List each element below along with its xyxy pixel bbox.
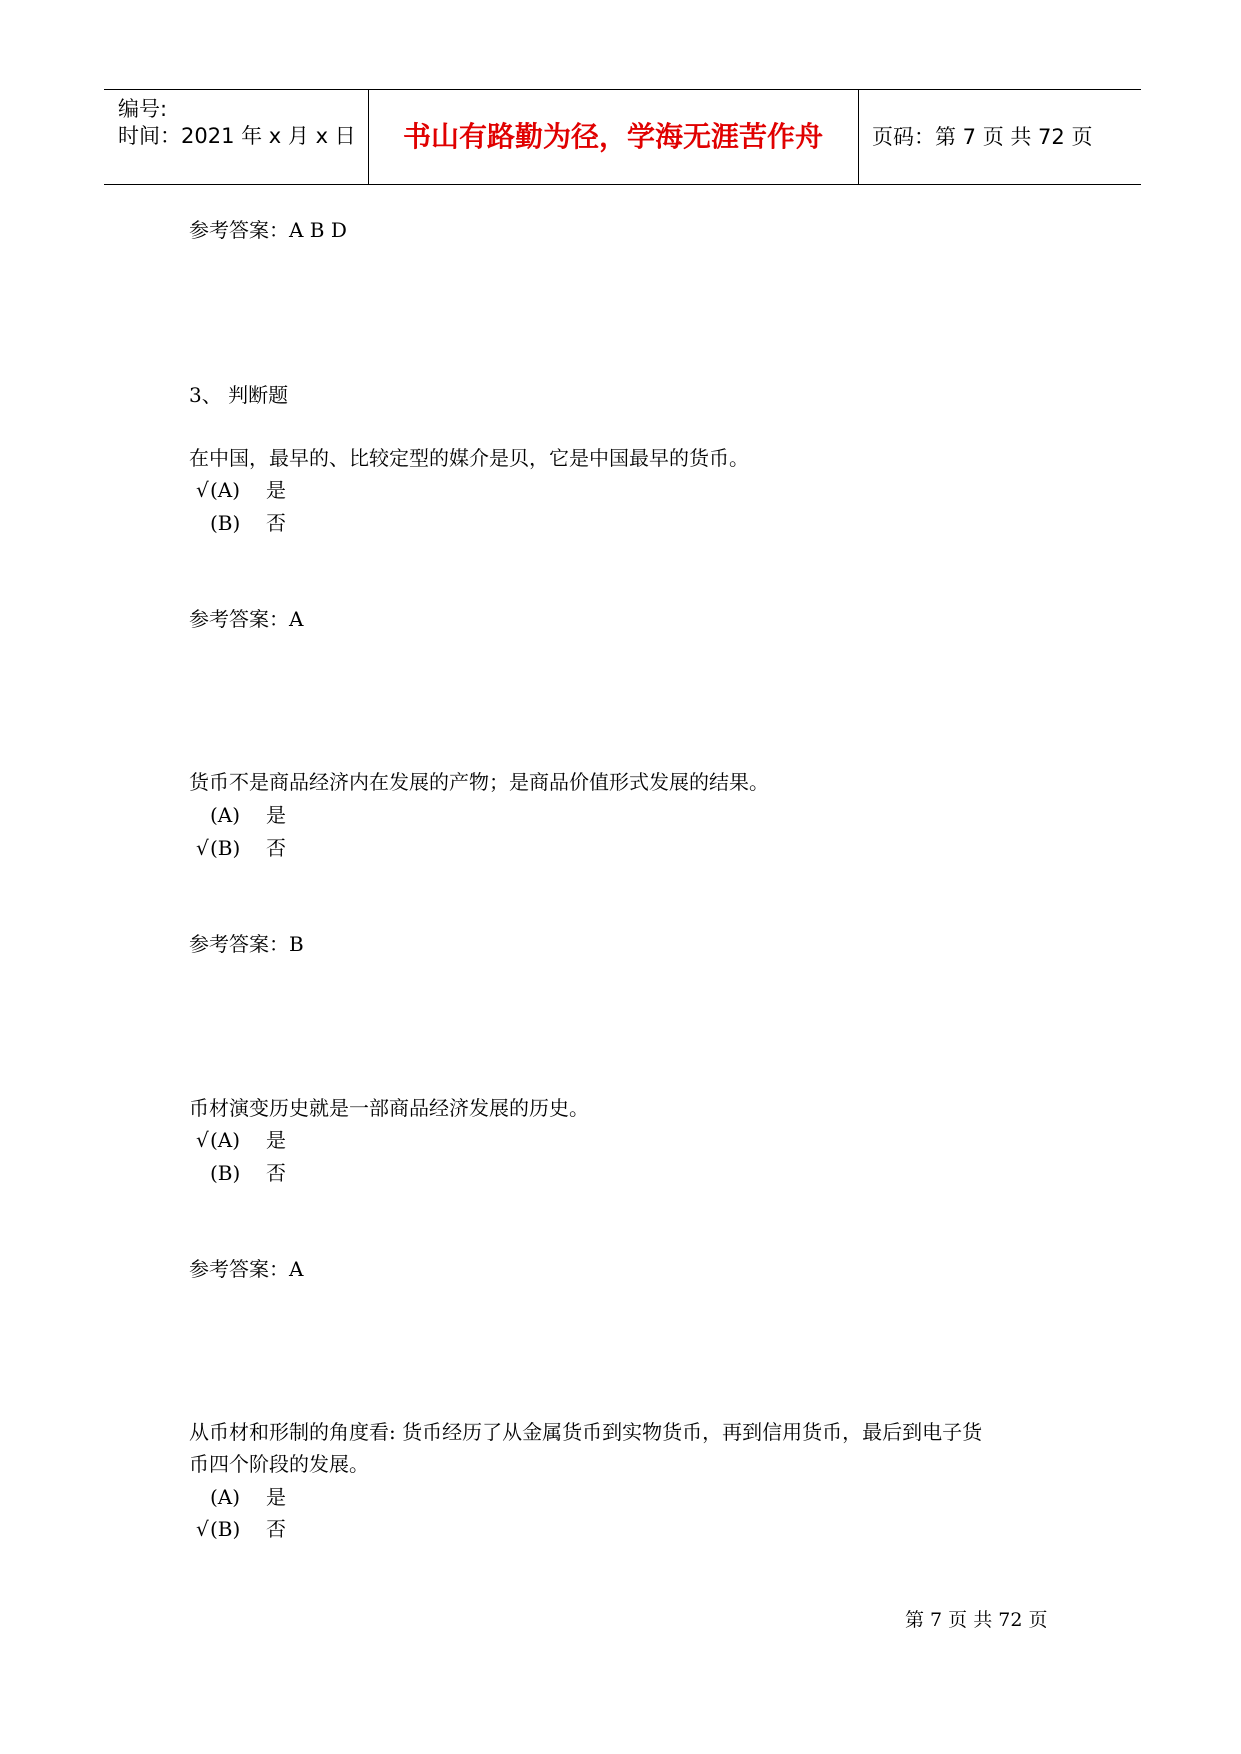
check-mark: √ [196,1128,209,1152]
option-text: 否 [266,511,286,535]
option-label: (B) [210,1161,241,1185]
option-b [196,507,286,536]
question-text: 币材演变历史就是一部商品经济发展的历史。 [189,1096,589,1120]
page-footer: 第 7 页 共 72 页 [905,1609,1048,1631]
answer: 参考答案：B [189,932,304,956]
option-text: 是 [266,1128,286,1152]
answer-prev: 参考答案：A B D [189,218,347,242]
question-text-line2: 币四个阶段的发展。 [189,1452,369,1476]
option-label: (B) [210,511,241,535]
option-label: (A) [210,1485,241,1509]
option-b [196,1513,286,1542]
check-mark: √ [196,836,209,860]
option-label: (B) [210,1517,241,1541]
option-a [196,799,286,828]
option-b [196,832,286,861]
motto: 书山有路勤为径，学海无涯苦作舟 [368,90,859,184]
header-info-cell [104,90,369,184]
option-label: (A) [210,803,241,827]
document-header [104,89,1141,185]
answer: 参考答案：A [189,1257,304,1281]
check-mark: √ [196,1517,209,1541]
option-label: (A) [210,478,241,502]
question-text: 在中国，最早的、比较定型的媒介是贝，它是中国最早的货币。 [189,446,749,470]
option-a [196,1481,286,1510]
answer: 参考答案：A [189,607,304,631]
header-page-label: 页码：第 7 页 共 72 页 [872,125,1093,149]
check-mark: √ [196,478,209,502]
option-label: (B) [210,836,241,860]
option-text: 是 [266,1485,286,1509]
option-b [196,1157,286,1186]
question-text-line1: 从币材和形制的角度看: 货币经历了从金属货币到实物货币，再到信用货币，最后到电子货 [189,1420,983,1444]
option-text: 是 [266,803,286,827]
option-text: 否 [266,836,286,860]
option-text: 是 [266,478,286,502]
time-label: 时间：2021 年 x 月 x 日 [118,124,356,148]
option-text: 否 [266,1517,286,1541]
option-a [196,474,286,503]
option-label: (A) [210,1128,241,1152]
option-a [196,1124,286,1153]
option-text: 否 [266,1161,286,1185]
number-label: 编号: [118,97,168,121]
section-title: 3、 判断题 [189,383,289,407]
question-text: 货币不是商品经济内在发展的产物；是商品价值形式发展的结果。 [189,770,769,794]
